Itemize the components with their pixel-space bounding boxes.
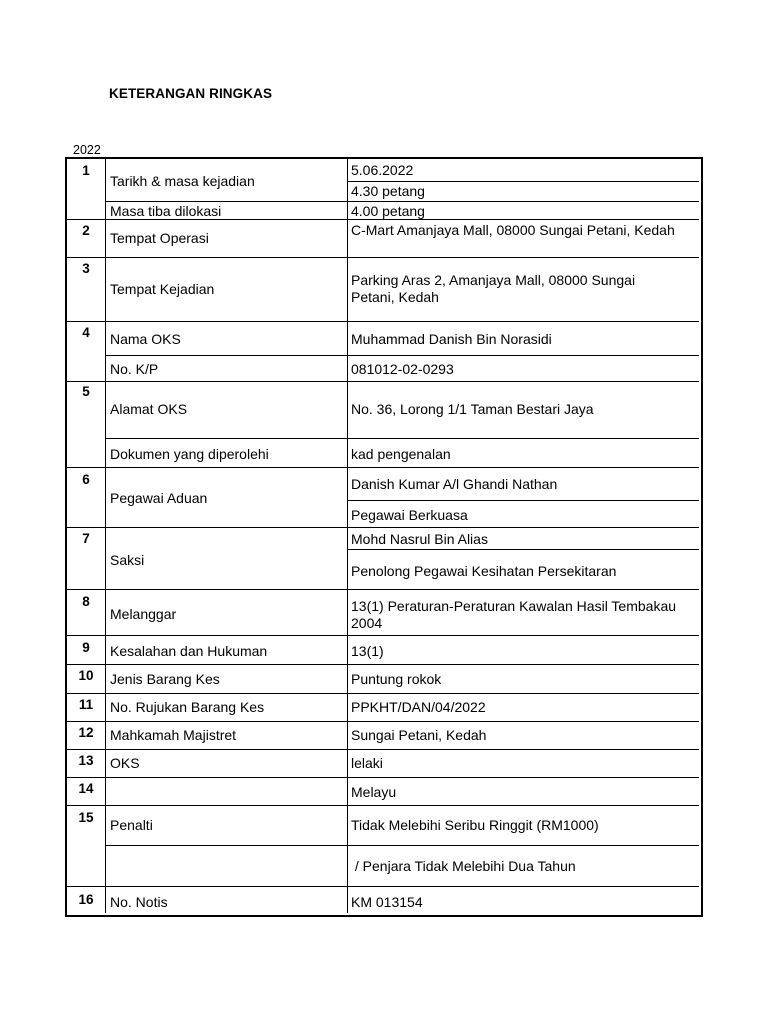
value-tarikh: 5.06.2022 — [351, 162, 414, 178]
value-mahkamah: Sungai Petani, Kedah — [351, 727, 487, 743]
value-bangsa: Melayu — [351, 784, 397, 800]
row-divider — [106, 845, 699, 846]
value-alamat-oks: No. 36, Lorong 1/1 Taman Bestari Jaya — [351, 401, 594, 417]
value-pegawai-aduan-jawatan: Pegawai Berkuasa — [351, 507, 468, 523]
value-melanggar: 13(1) Peraturan-Peraturan Kawalan Hasil Tembakau 2004 — [351, 598, 677, 631]
value-no-notis: KM 013154 — [351, 894, 423, 910]
row-number: 16 — [78, 892, 94, 907]
row-number: 8 — [82, 594, 90, 609]
row-divider — [348, 181, 699, 182]
value-jenis-barang: Puntung rokok — [351, 671, 442, 687]
value-saksi-nama: Mohd Nasrul Bin Alias — [351, 531, 488, 547]
row-divider — [67, 589, 699, 590]
value-dokumen: kad pengenalan — [351, 446, 451, 462]
row-divider — [67, 805, 699, 806]
row-number: 14 — [78, 781, 94, 796]
label-saksi: Saksi — [110, 552, 145, 568]
row-number: 4 — [82, 325, 90, 340]
label-no-kp: No. K/P — [110, 361, 159, 377]
row-divider — [106, 355, 699, 356]
value-tempat-operasi: C-Mart Amanjaya Mall, 08000 Sungai Petani, Kedah — [351, 222, 675, 238]
value-jantina: lelaki — [351, 755, 383, 771]
row-divider — [106, 438, 699, 439]
value-kesalahan: 13(1) — [351, 643, 384, 659]
value-masa-tiba: 4.00 petang — [351, 203, 425, 219]
label-dokumen: Dokumen yang diperolehi — [110, 446, 269, 462]
row-divider — [67, 467, 699, 468]
value-tempat-kejadian: Parking Aras 2, Amanjaya Mall, 08000 Sungai Petani, Kedah — [351, 272, 636, 305]
row-divider — [67, 749, 699, 750]
column-divider-value — [347, 159, 348, 913]
value-penalti-penjara: / Penjara Tidak Melebihi Dua Tahun — [351, 858, 576, 874]
row-divider — [67, 527, 699, 528]
row-number: 7 — [82, 531, 90, 546]
label-penalti: Penalti — [110, 817, 153, 833]
row-divider — [67, 381, 699, 382]
year-label: 2022 — [73, 143, 101, 157]
label-alamat-oks: Alamat OKS — [110, 401, 188, 417]
row-divider — [67, 635, 699, 636]
label-mahkamah: Mahkamah Majistret — [110, 727, 237, 743]
label-melanggar: Melanggar — [110, 606, 177, 622]
row-divider — [348, 549, 699, 550]
label-tarikh-masa: Tarikh & masa kejadian — [110, 173, 255, 189]
row-number: 3 — [82, 261, 90, 276]
row-number: 15 — [78, 810, 94, 825]
row-number: 2 — [82, 223, 90, 238]
row-number: 9 — [82, 640, 90, 655]
row-divider — [67, 886, 699, 887]
row-number: 1 — [82, 163, 90, 178]
label-masa-tiba: Masa tiba dilokasi — [110, 203, 222, 219]
row-divider — [67, 721, 699, 722]
label-tempat-kejadian: Tempat Kejadian — [110, 281, 215, 297]
row-number: 5 — [82, 384, 90, 399]
value-saksi-jawatan: Penolong Pegawai Kesihatan Persekitaran — [351, 563, 617, 579]
row-number: 6 — [82, 472, 90, 487]
value-no-rujukan: PPKHT/DAN/04/2022 — [351, 699, 486, 715]
row-divider — [106, 201, 699, 202]
row-divider — [67, 321, 699, 322]
label-oks: OKS — [110, 755, 140, 771]
row-number: 13 — [78, 753, 94, 768]
row-number: 12 — [78, 725, 94, 740]
value-pegawai-aduan-nama: Danish Kumar A/l Ghandi Nathan — [351, 476, 558, 492]
label-tempat-operasi: Tempat Operasi — [110, 230, 209, 246]
label-no-notis: No. Notis — [110, 894, 168, 910]
label-jenis-barang: Jenis Barang Kes — [110, 671, 220, 687]
label-kesalahan: Kesalahan dan Hukuman — [110, 643, 268, 659]
row-number: 11 — [78, 697, 94, 712]
page-title: KETERANGAN RINGKAS — [109, 86, 273, 101]
value-nama-oks: Muhammad Danish Bin Norasidi — [351, 331, 552, 347]
row-divider — [67, 777, 699, 778]
row-divider — [67, 257, 699, 258]
value-no-kp: 081012-02-0293 — [351, 361, 454, 377]
row-divider — [348, 500, 699, 501]
label-no-rujukan: No. Rujukan Barang Kes — [110, 699, 265, 715]
label-nama-oks: Nama OKS — [110, 331, 181, 347]
value-penalti-denda: Tidak Melebihi Seribu Ringgit (RM1000) — [351, 817, 599, 833]
value-masa: 4.30 petang — [351, 183, 425, 199]
row-divider — [67, 664, 699, 665]
label-pegawai-aduan: Pegawai Aduan — [110, 490, 208, 506]
row-number: 10 — [78, 668, 94, 683]
row-divider — [67, 693, 699, 694]
